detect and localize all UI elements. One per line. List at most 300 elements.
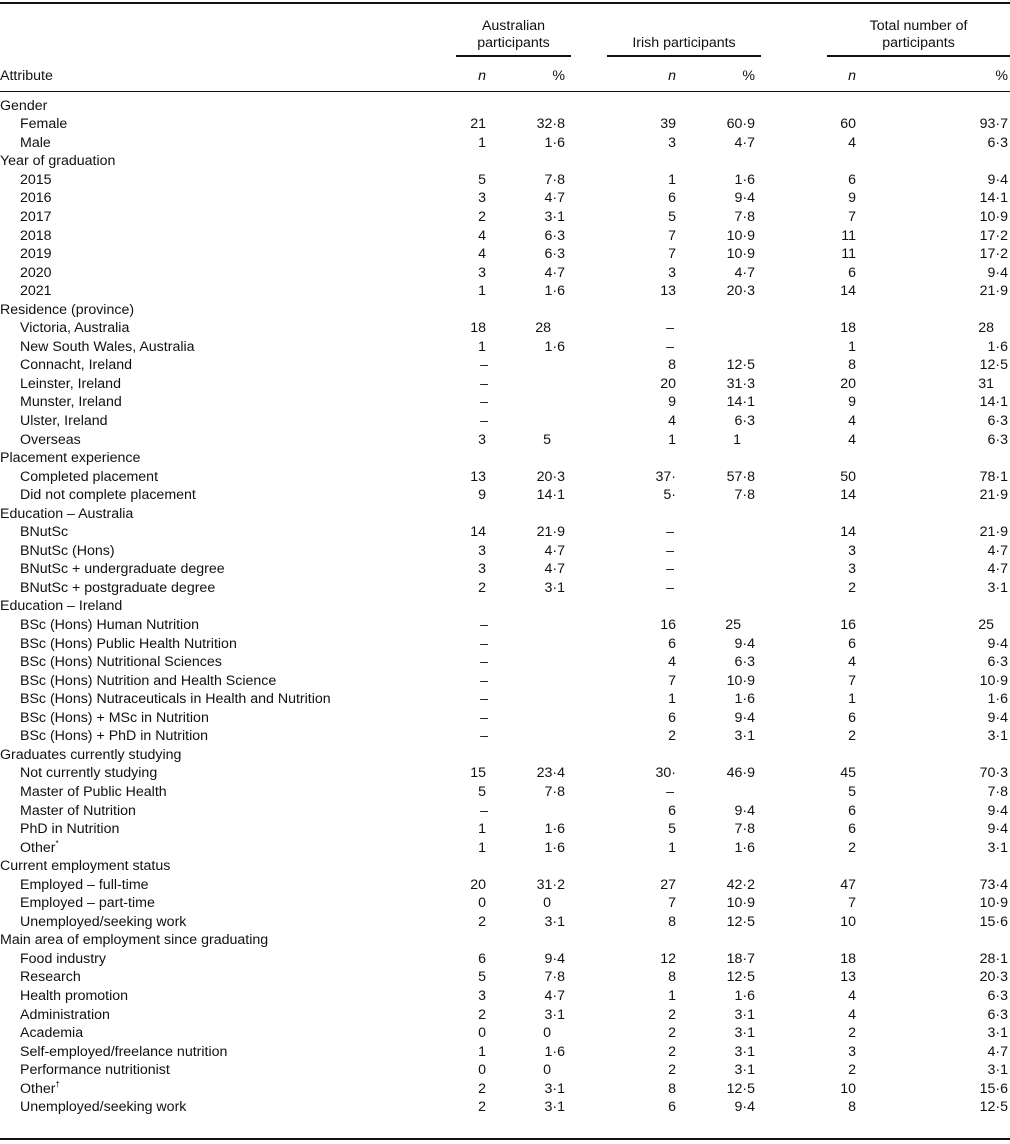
cell-pct-total: 6·3 [987, 413, 1009, 430]
cell-n-total: 11 [841, 246, 857, 263]
cell-pct-total: 28 [978, 320, 995, 337]
table-row [0, 393, 1010, 412]
cell-n-total: 2 [848, 579, 857, 596]
cell-pct-australian: 4·7 [544, 190, 565, 207]
cell-n-australian: 2 [478, 1006, 486, 1023]
cell-pct-total: 14·1 [979, 190, 1009, 207]
cell-pct-australian: 1·6 [544, 338, 565, 355]
attribute-header: Attribute [0, 60, 420, 92]
cell-n-irish: 39 [660, 116, 676, 133]
table-row [0, 968, 1010, 987]
cell-n-total: 7 [848, 672, 857, 689]
cell-n-irish: 1 [668, 431, 676, 448]
cell-pct-irish [682, 523, 761, 542]
cell-n-irish: 1 [668, 987, 676, 1004]
table-row [0, 338, 1010, 357]
row-label-text: Health promotion [20, 987, 129, 1004]
group-underline [607, 55, 761, 57]
row-label [0, 467, 420, 486]
cell-pct-total: 3·1 [987, 579, 1009, 596]
cell-pct-irish [682, 783, 761, 802]
cell-n-irish: 1 [668, 171, 676, 188]
cell-pct-total: 10·9 [979, 209, 1009, 225]
cell-n-australian: – [480, 709, 488, 726]
row-label-text: Munster, Ireland [20, 394, 122, 411]
cell-n-australian: – [480, 672, 488, 689]
cell-n-irish: 13 [660, 283, 676, 300]
table-row [0, 1042, 1010, 1061]
cell-pct-total: 28·1 [979, 950, 1009, 967]
cell-n-australian: 3 [478, 264, 486, 281]
cell-n-australian: 1 [478, 283, 486, 300]
cell-pct-australian: 3·1 [544, 579, 565, 596]
cell-pct-irish: 1 [733, 431, 742, 448]
cell-pct-irish: 42·2 [726, 876, 756, 893]
table-row [0, 560, 1010, 579]
cell-n-irish: 12 [660, 950, 676, 967]
group-header-irish [571, 4, 761, 60]
cell-n-irish: 2 [668, 1062, 676, 1079]
row-label-text: Other [20, 839, 56, 856]
section-title: Gender [0, 98, 48, 114]
group-label-line2: participants [882, 35, 955, 51]
cell-pct-total: 1·6 [987, 691, 1009, 708]
cell-pct-australian [492, 412, 571, 431]
cell-pct-irish: 20·3 [726, 283, 756, 300]
cell-n-irish: 6 [668, 1099, 676, 1116]
table-row [0, 690, 1010, 709]
row-label [0, 894, 420, 913]
cell-pct-irish: 10·9 [726, 895, 756, 912]
cell-n-irish: 6 [668, 635, 676, 652]
cell-pct-total: 9·4 [987, 264, 1009, 281]
table-row [0, 671, 1010, 690]
cell-pct-australian: 7·8 [544, 969, 565, 986]
cell-pct-total: 12·5 [979, 357, 1009, 374]
cell-n-australian: 4 [478, 246, 486, 263]
n-header-irish: n [571, 60, 682, 92]
cell-pct-australian: 0 [543, 895, 551, 912]
cell-n-irish: 3 [668, 264, 676, 281]
table-row [0, 226, 1010, 245]
row-label [0, 1005, 420, 1024]
row-label [0, 820, 420, 839]
cell-pct-total: 4·7 [987, 542, 1009, 559]
row-label-text: BNutSc + postgraduate degree [20, 579, 216, 596]
cell-pct-irish: 1·6 [734, 987, 756, 1004]
group-label-line2: Irish participants [632, 35, 736, 51]
cell-n-irish: 9 [668, 394, 676, 411]
n-header-total: n [761, 60, 862, 92]
cell-pct-total: 6·3 [987, 987, 1009, 1004]
cell-pct-australian: 1·6 [544, 821, 565, 838]
row-label-text: Leinster, Ireland [20, 375, 121, 392]
row-label [0, 134, 420, 153]
cell-n-australian: 0 [478, 1062, 486, 1079]
row-label-text: BSc (Hons) Nutraceuticals in Health and Nutrition [20, 691, 331, 708]
row-label-text: Master of Public Health [20, 783, 167, 800]
row-label [0, 838, 420, 857]
cell-pct-total: 21·9 [979, 524, 1009, 541]
cell-n-total: 20 [840, 375, 857, 392]
section-title: Residence (province) [0, 301, 135, 318]
cell-n-australian: 3 [478, 190, 486, 207]
row-label-text: Ulster, Ireland [20, 413, 108, 430]
section-title: Graduates currently studying [0, 746, 182, 763]
table-row [0, 950, 1010, 969]
cell-pct-australian: 0 [543, 1025, 551, 1042]
cell-n-irish: 5 [668, 209, 676, 225]
row-label-text: Other [20, 1080, 56, 1097]
cell-pct-australian [492, 671, 571, 690]
cell-pct-total: 15·6 [979, 913, 1009, 930]
row-label [0, 727, 420, 746]
cell-pct-australian: 4·7 [544, 987, 565, 1004]
cell-n-total: 2 [848, 1025, 857, 1042]
row-label [0, 1098, 420, 1117]
cell-pct-total: 3·1 [987, 839, 1009, 856]
cell-n-irish: 3 [668, 134, 676, 151]
cell-n-australian: – [480, 357, 488, 374]
cell-pct-irish: 31·3 [726, 375, 756, 392]
row-label-text: Unemployed/seeking work [20, 913, 187, 930]
cell-n-total: 6 [848, 635, 857, 652]
row-label [0, 523, 420, 542]
pct-header-total: % [862, 60, 1010, 92]
cell-pct-irish [682, 560, 761, 579]
row-label-text: Performance nutritionist [20, 1062, 170, 1079]
row-label [0, 987, 420, 1006]
footnote-marker: * [55, 838, 59, 848]
row-label-text: PhD in Nutrition [20, 821, 120, 838]
row-label-text: Food industry [20, 950, 106, 967]
table-row [0, 319, 1010, 338]
row-label [0, 171, 420, 190]
row-label-text: BSc (Hons) Nutritional Sciences [20, 654, 222, 671]
cell-pct-total: 31 [978, 375, 995, 392]
cell-n-australian: 3 [478, 987, 486, 1004]
table-row [0, 820, 1010, 839]
cell-n-irish: 6 [668, 802, 676, 819]
cell-n-australian: 4 [478, 227, 486, 244]
cell-n-total: 6 [848, 821, 857, 838]
cell-pct-irish [682, 338, 761, 357]
table-row [0, 783, 1010, 802]
cell-n-australian: 1 [478, 134, 486, 151]
cell-pct-irish [682, 319, 761, 338]
table-row [0, 1061, 1010, 1080]
cell-n-irish: 7 [668, 672, 676, 689]
cell-pct-total: 9·4 [987, 709, 1009, 726]
cell-n-irish: – [666, 320, 674, 337]
cell-pct-total: 10·9 [979, 895, 1009, 912]
cell-pct-total: 9·4 [987, 171, 1009, 188]
row-label-text: Victoria, Australia [20, 320, 130, 337]
cell-pct-irish: 46·9 [726, 765, 756, 782]
cell-pct-australian: 23·4 [536, 765, 565, 782]
cell-pct-total: 6·3 [987, 1006, 1009, 1023]
cell-n-total: 2 [848, 839, 857, 856]
row-label [0, 412, 420, 431]
cell-n-total: 10 [840, 1080, 857, 1097]
row-label [0, 245, 420, 264]
cell-pct-irish: 1·6 [734, 691, 756, 708]
cell-n-australian: 1 [478, 821, 486, 838]
cell-pct-irish: 6·3 [734, 413, 756, 430]
cell-n-total: 9 [848, 190, 857, 207]
cell-pct-australian [492, 634, 571, 653]
cell-n-australian: – [480, 635, 488, 652]
cell-pct-australian: 5 [543, 431, 551, 448]
group-label [632, 35, 735, 52]
group-header-row [0, 4, 1010, 60]
cell-pct-australian: 4·7 [544, 542, 565, 559]
cell-n-australian: 1 [478, 338, 486, 355]
cell-n-irish: 30· [655, 765, 676, 782]
table-row [0, 523, 1010, 542]
table-row [0, 987, 1010, 1006]
cell-n-irish: 20 [660, 375, 676, 392]
cell-pct-irish: 10·9 [726, 227, 756, 244]
cell-n-australian: 2 [478, 579, 486, 596]
cell-pct-australian: 3·1 [544, 209, 565, 225]
pct-header-irish: % [682, 60, 761, 92]
table-row [0, 709, 1010, 728]
cell-pct-total: 14·1 [979, 394, 1009, 411]
row-label [0, 913, 420, 932]
section-header-row [0, 931, 1010, 950]
table-row [0, 134, 1010, 153]
row-label [0, 634, 420, 653]
row-label-text: 2015 [20, 171, 52, 188]
cell-n-total: 4 [848, 134, 857, 151]
row-label-text: Completed placement [20, 468, 159, 485]
cell-n-irish: 7 [668, 246, 676, 263]
row-label-text: Male [20, 134, 51, 151]
row-label-text: Did not complete placement [20, 487, 196, 504]
cell-n-irish: 2 [668, 1025, 676, 1042]
cell-n-australian: – [480, 617, 488, 634]
cell-n-australian: – [480, 394, 488, 411]
cell-pct-total: 10·9 [979, 672, 1009, 689]
group-header-australian [420, 4, 571, 60]
section-title: Placement experience [0, 450, 141, 467]
table-row [0, 1079, 1010, 1098]
cell-pct-australian: 0 [543, 1062, 551, 1079]
section-title: Education – Australia [0, 505, 134, 522]
cell-pct-total: 6·3 [987, 654, 1009, 671]
cell-pct-total: 70·3 [979, 765, 1009, 782]
table-row [0, 634, 1010, 653]
cell-n-australian: – [480, 802, 488, 819]
row-label-text: Overseas [20, 431, 81, 448]
group-underline [456, 55, 571, 57]
row-label-text: Master of Nutrition [20, 802, 136, 819]
cell-pct-total: 93·7 [979, 116, 1009, 133]
row-label [0, 653, 420, 672]
row-label [0, 393, 420, 412]
row-label-text: Employed – part-time [20, 895, 155, 912]
cell-n-australian: 21 [470, 116, 486, 133]
row-label [0, 115, 420, 134]
row-label-text: 2018 [20, 227, 52, 244]
cell-pct-irish: 3·1 [734, 1006, 756, 1023]
participant-characteristics-table [0, 4, 1010, 1117]
cell-n-total: 8 [848, 357, 857, 374]
cell-pct-australian [492, 801, 571, 820]
cell-n-total: 47 [840, 876, 857, 893]
cell-n-total: 7 [848, 209, 857, 225]
row-label-text: 2016 [20, 190, 52, 207]
cell-pct-total: 7·8 [987, 783, 1009, 800]
table-row [0, 616, 1010, 635]
cell-pct-total: 15·6 [979, 1080, 1009, 1097]
row-label-text: Not currently studying [20, 765, 158, 782]
row-label [0, 616, 420, 635]
row-label [0, 579, 420, 598]
cell-n-total: 4 [848, 987, 857, 1004]
cell-n-australian: – [480, 691, 488, 708]
cell-pct-irish: 3·1 [734, 1062, 756, 1079]
cell-n-total: 4 [848, 431, 857, 448]
cell-pct-total: 4·7 [987, 561, 1009, 578]
table-row [0, 171, 1010, 190]
row-label [0, 968, 420, 987]
cell-pct-total: 21·9 [979, 283, 1009, 300]
row-label [0, 764, 420, 783]
cell-pct-australian: 6·3 [544, 227, 565, 244]
cell-pct-irish: 14·1 [726, 394, 756, 411]
section-header-row [0, 746, 1010, 765]
cell-pct-irish: 6·3 [734, 654, 756, 671]
row-label-text: Unemployed/seeking work [20, 1099, 187, 1116]
table-row [0, 894, 1010, 913]
row-label-text: BSc (Hons) Human Nutrition [20, 617, 199, 634]
cell-pct-total: 6·3 [987, 134, 1009, 151]
row-label-text: Self-employed/freelance nutrition [20, 1043, 228, 1060]
row-label-text: Connacht, Ireland [20, 357, 132, 374]
cell-n-australian: 3 [478, 431, 486, 448]
cell-pct-irish: 3·1 [734, 1025, 756, 1042]
cell-pct-irish: 3·1 [734, 1043, 756, 1060]
cell-pct-irish: 9·4 [734, 190, 756, 207]
cell-pct-australian: 7·8 [544, 171, 565, 188]
cell-pct-irish: 9·4 [734, 802, 756, 819]
table-row [0, 189, 1010, 208]
group-label [870, 18, 968, 52]
cell-pct-total: 20·3 [979, 969, 1009, 986]
cell-n-total: 18 [840, 950, 857, 967]
cell-n-australian: 3 [478, 542, 486, 559]
cell-pct-total: 3·1 [987, 728, 1009, 745]
cell-n-australian: 5 [478, 171, 486, 188]
cell-n-australian: 18 [470, 320, 486, 337]
cell-n-australian: 5 [478, 969, 486, 986]
cell-pct-total: 73·4 [979, 876, 1009, 893]
row-label [0, 356, 420, 375]
cell-pct-australian: 1·6 [544, 839, 565, 856]
cell-n-australian: 1 [478, 1043, 486, 1060]
row-label-text: 2019 [20, 246, 52, 263]
row-label-text: Administration [20, 1006, 110, 1023]
cell-n-total: 4 [848, 654, 857, 671]
section-header-row [0, 504, 1010, 523]
cell-n-irish: 2 [668, 1006, 676, 1023]
cell-n-australian: 1 [478, 839, 486, 856]
cell-pct-total: 3·1 [987, 1062, 1009, 1079]
cell-n-australian: 14 [470, 524, 486, 541]
cell-pct-australian: 9·4 [544, 950, 565, 967]
table-body [0, 92, 1010, 1117]
cell-pct-australian: 20·3 [536, 468, 565, 485]
cell-n-irish: 5 [668, 821, 676, 838]
cell-pct-australian: 4·7 [544, 561, 565, 578]
section-header-row [0, 152, 1010, 171]
cell-n-australian: 13 [470, 468, 486, 485]
cell-n-irish: – [666, 783, 674, 800]
section-header-row [0, 597, 1010, 616]
cell-n-irish: 1 [668, 691, 676, 708]
cell-n-irish: 27 [660, 876, 676, 893]
row-label-text: BSc (Hons) Nutrition and Health Science [20, 672, 277, 689]
cell-pct-australian [492, 709, 571, 728]
cell-pct-australian [492, 727, 571, 746]
row-label [0, 709, 420, 728]
section-title: Main area of employment since graduating [0, 932, 269, 949]
row-label-text: New South Wales, Australia [20, 338, 195, 355]
cell-n-total: 6 [848, 802, 857, 819]
cell-pct-irish: 18·7 [726, 950, 756, 967]
cell-n-total: 4 [848, 413, 857, 430]
group-label [477, 18, 550, 52]
cell-pct-total: 21·9 [979, 487, 1009, 504]
group-label-line2: participants [477, 35, 550, 51]
table-row [0, 764, 1010, 783]
cell-pct-irish: 9·4 [734, 709, 756, 726]
row-label [0, 1024, 420, 1043]
cell-pct-total: 25 [978, 617, 995, 634]
row-label [0, 486, 420, 505]
cell-n-irish: 7 [668, 895, 676, 912]
section-title: Year of graduation [0, 153, 116, 170]
cell-n-total: 3 [848, 1043, 857, 1060]
cell-pct-irish: 7·8 [734, 209, 756, 225]
row-label-text: BNutSc + undergraduate degree [20, 561, 225, 578]
group-underline [827, 55, 1010, 57]
cell-n-australian: 2 [478, 1080, 486, 1097]
cell-n-irish: 4 [668, 413, 676, 430]
table-row [0, 727, 1010, 746]
cell-pct-total: 1·6 [987, 338, 1009, 355]
section-header-row [0, 449, 1010, 468]
cell-pct-total: 6·3 [987, 431, 1009, 448]
cell-pct-irish: 57·8 [726, 468, 756, 485]
cell-pct-australian: 3·1 [544, 1006, 565, 1023]
cell-n-total: 3 [848, 542, 857, 559]
cell-pct-australian: 1·6 [544, 283, 565, 300]
table-row [0, 430, 1010, 449]
cell-n-australian: 2 [478, 209, 486, 225]
row-label [0, 282, 420, 301]
section-header-row [0, 92, 1010, 116]
cell-pct-australian: 1·6 [544, 1043, 565, 1060]
row-label [0, 189, 420, 208]
table-row [0, 356, 1010, 375]
cell-pct-australian: 31·2 [536, 876, 565, 893]
cell-n-total: 6 [848, 264, 857, 281]
cell-n-australian: – [480, 654, 488, 671]
row-label [0, 950, 420, 969]
